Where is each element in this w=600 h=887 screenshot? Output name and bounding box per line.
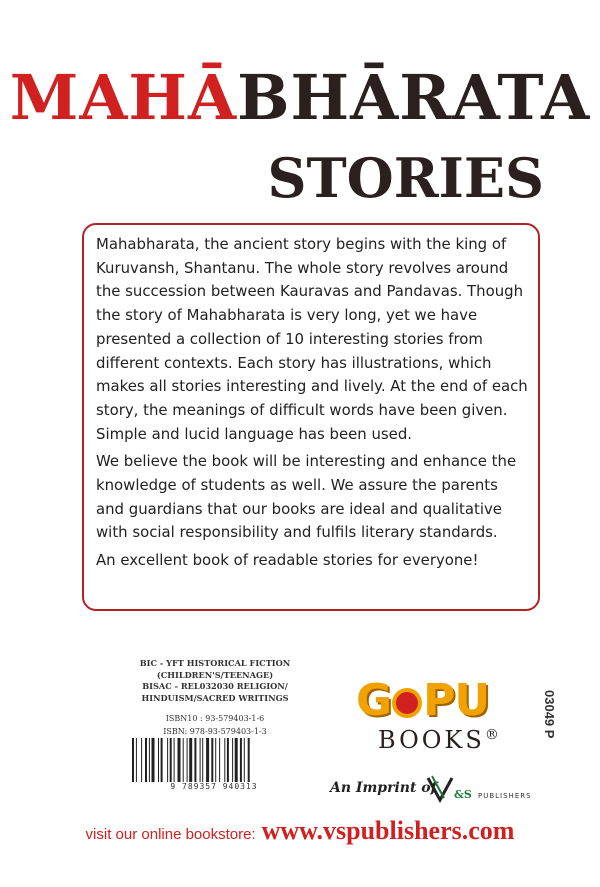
isbn10: ISBN10 : 93-579403-1-6 xyxy=(165,714,265,723)
footer-url[interactable]: www.vspublishers.com xyxy=(261,816,515,845)
barcode-bar xyxy=(240,738,242,782)
gopu-wordmark xyxy=(356,676,489,726)
classification-line: (CHILDREN'S/TEENAGE) xyxy=(156,669,274,680)
barcode xyxy=(128,738,300,782)
blurb-box xyxy=(82,223,540,611)
barcode-bar xyxy=(187,738,188,782)
title-bharata: BHĀRATA xyxy=(237,61,591,134)
barcode-bar xyxy=(235,738,238,782)
barcode-bar xyxy=(219,738,220,782)
classification-line: HINDUISM/SACRED WRITINGS xyxy=(141,692,289,703)
barcode-bar xyxy=(194,738,196,782)
logo-books: BOOKS xyxy=(378,726,485,754)
barcode-bar xyxy=(232,738,233,782)
classification-line: BIC - YFT HISTORICAL FICTION xyxy=(139,658,291,668)
barcode-bar xyxy=(161,738,163,782)
barcode-bar xyxy=(132,738,134,782)
footer-bookstore xyxy=(0,816,600,846)
barcode-bar xyxy=(206,738,209,782)
registered-mark: ® xyxy=(484,727,499,743)
barcode-bar xyxy=(178,738,181,782)
side-code: 03049 P xyxy=(542,690,557,739)
svg-text:&S: &S xyxy=(454,788,472,801)
isbn13: ISBN: 978-93-579403-1-3 xyxy=(163,727,267,736)
barcode-bar xyxy=(248,738,250,782)
barcode-digits: 9 789357 940313 xyxy=(170,782,258,791)
imprint-text: An Imprint of xyxy=(330,780,437,796)
barcode-bar xyxy=(224,738,225,782)
svg-text:PUBLISHERS: PUBLISHERS xyxy=(478,792,532,800)
book-title-line2: STORIES xyxy=(267,146,544,210)
barcode-bar xyxy=(167,738,168,782)
blurb-paragraph: Mahabharata, the ancient story begins with the king of Kuruvansh, Shantanu. The whole story revolves around the succession between Kauravas and Pandavas. Though the story of Mahabharata is very long, yet we have presented a collection of 10 interesting stories from different contexts. Each story has illustrations, which makes all stories interesting and lively. At the end of each story, the meanings of difficult words have been given. Simple and lucid language has been used. xyxy=(96,235,528,443)
barcode-bar xyxy=(202,738,203,782)
barcode-bar xyxy=(215,738,216,782)
classification-line: BISAC - REL032030 RELIGION/ xyxy=(142,681,288,691)
barcode-bar xyxy=(145,738,147,782)
barcode-bar xyxy=(244,738,245,782)
logo-letter-g: G xyxy=(356,675,392,726)
title-maha: MAHĀ xyxy=(9,61,238,134)
barcode-bar xyxy=(211,738,213,782)
footer-label: visit our online bookstore: xyxy=(85,826,256,843)
barcode-bar xyxy=(200,738,201,782)
barcode-bar xyxy=(158,738,159,782)
barcode-bar xyxy=(170,738,172,782)
vs-publishers-logo xyxy=(424,772,544,804)
barcode-bar xyxy=(183,738,184,782)
barcode-bar xyxy=(152,738,155,782)
logo-face-icon xyxy=(392,688,422,718)
barcode-bar xyxy=(189,738,192,782)
gopu-books-logo xyxy=(356,676,536,776)
barcode-bar xyxy=(174,738,175,782)
barcode-bar xyxy=(141,738,142,782)
logo-letters-pu: PU xyxy=(423,675,490,726)
logo-books-text xyxy=(378,726,499,754)
blurb-paragraph: An excellent book of readable stories for everyone! xyxy=(96,551,479,570)
isbn-block xyxy=(130,712,300,738)
barcode-bar xyxy=(136,738,137,782)
blurb-paragraph: We believe the book will be interesting and enhance the knowledge of students as well. We assure the parents and guardians that our books are ideal and qualitative with social responsibility and fulfils literary standards. xyxy=(96,452,517,542)
barcode-bar xyxy=(149,738,150,782)
classification-codes xyxy=(130,658,300,704)
barcode-bar xyxy=(227,738,229,782)
book-title-line1 xyxy=(0,58,600,138)
